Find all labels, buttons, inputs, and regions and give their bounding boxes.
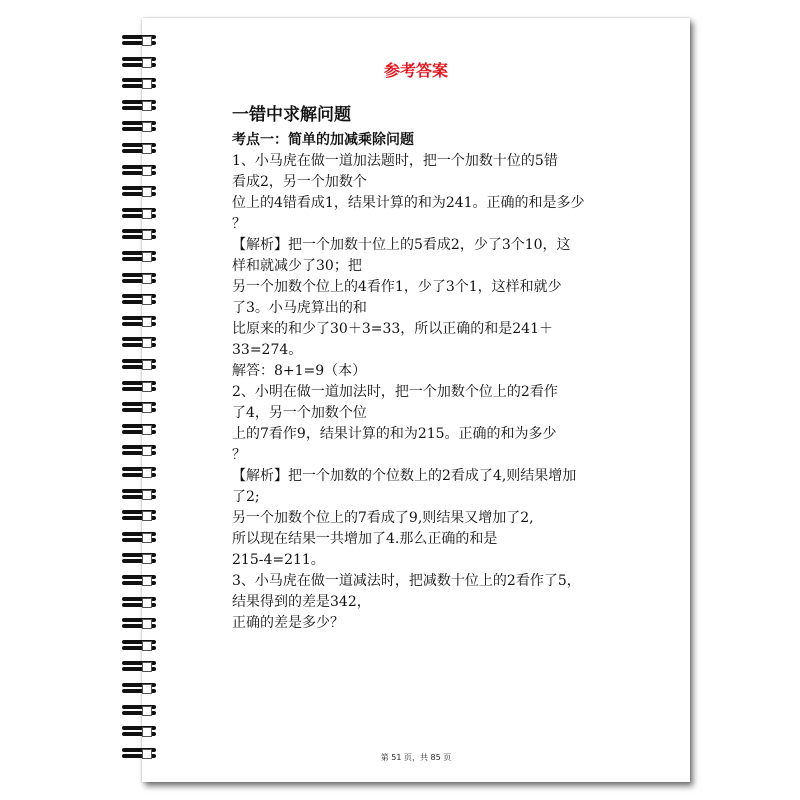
- text-line: 位上的4错看成1，结果计算的和为241。正确的和是多少: [232, 195, 585, 211]
- text-line: 另一个加数个位上的4看作1，少了3个1，这样和就少: [232, 279, 562, 295]
- spiral-coil: [118, 164, 162, 178]
- text-line: 33=274。: [232, 342, 303, 358]
- punch-hole: [142, 338, 152, 348]
- punch-hole: [142, 619, 152, 629]
- text-line: 看成2，另一个加数个: [232, 174, 367, 190]
- spiral-coil: [118, 574, 162, 588]
- punch-hole: [142, 101, 152, 111]
- text-line: 解答：8+1=9（本）: [232, 363, 367, 379]
- spiral-coil: [118, 552, 162, 566]
- spiral-coil: [118, 747, 162, 761]
- spiral-coil: [118, 120, 162, 134]
- text-line: 另一个加数个位上的7看成了9,则结果又增加了2,: [232, 510, 534, 526]
- spiral-coil: [118, 34, 162, 48]
- punch-hole: [142, 533, 152, 543]
- punch-hole: [142, 274, 152, 284]
- spiral-coil: [118, 207, 162, 221]
- spiral-coil: [118, 682, 162, 696]
- text-line: 了4，另一个加数个位: [232, 405, 367, 421]
- text-line: 上的7看作9，结果计算的和为215。正确的和为多少: [232, 426, 557, 442]
- text-line: 了2;: [232, 489, 260, 505]
- spiral-binding: [118, 34, 162, 774]
- punch-hole: [142, 554, 152, 564]
- punch-hole: [142, 706, 152, 716]
- spiral-coil: [118, 531, 162, 545]
- punch-hole: [142, 187, 152, 197]
- spiral-coil: [118, 380, 162, 394]
- spiral-coil: [118, 293, 162, 307]
- text-line: 3、小马虎在做一道减法时，把减数十位上的2看作了5，: [232, 573, 581, 589]
- punch-hole: [142, 598, 152, 608]
- text-lines: [232, 151, 652, 634]
- spiral-coil: [118, 185, 162, 199]
- spiral-coil: [118, 250, 162, 264]
- text-line: ？: [232, 216, 246, 232]
- punch-hole: [142, 641, 152, 651]
- spiral-coil: [118, 358, 162, 372]
- punch-hole: [142, 684, 152, 694]
- text-line: 215-4=211。: [232, 552, 325, 568]
- punch-hole: [142, 727, 152, 737]
- spiral-coil: [118, 336, 162, 350]
- punch-hole: [142, 490, 152, 500]
- punch-hole: [142, 749, 152, 759]
- spiral-coil: [118, 444, 162, 458]
- spiral-coil: [118, 315, 162, 329]
- punch-hole: [142, 576, 152, 586]
- text-line: 结果得到的差是342，: [232, 594, 371, 610]
- spiral-coil: [118, 725, 162, 739]
- punch-hole: [142, 230, 152, 240]
- spiral-coil: [118, 509, 162, 523]
- text-line: 【解析】把一个加数的个位数上的2看成了4,则结果增加: [232, 468, 577, 484]
- spiral-coil: [118, 99, 162, 113]
- page-footer: 第 51 页，共 85 页: [380, 753, 452, 762]
- punch-hole: [142, 36, 152, 46]
- document-body: [232, 102, 652, 634]
- page-title: 参考答案: [383, 61, 448, 80]
- spiral-coil: [118, 488, 162, 502]
- spiral-coil: [118, 272, 162, 286]
- spiral-coil: [118, 617, 162, 631]
- text-line: 所以现在结果一共增加了4.那么正确的和是: [232, 531, 498, 547]
- text-line: 比原来的和少了30＋3=33，所以正确的和是241＋: [232, 321, 553, 337]
- text-line: 2、小明在做一道加法时，把一个加数个位上的2看作: [232, 384, 558, 400]
- subhead: 考点一：简单的加减乘除问题: [232, 132, 414, 148]
- punch-hole: [142, 317, 152, 327]
- spiral-coil: [118, 77, 162, 91]
- spiral-coil: [118, 142, 162, 156]
- spiral-coil: [118, 660, 162, 674]
- text-line: ？: [232, 447, 246, 463]
- spiral-coil: [118, 596, 162, 610]
- section-title: 一错中求解问题: [232, 105, 351, 125]
- punch-hole: [142, 58, 152, 68]
- punch-hole: [142, 295, 152, 305]
- spiral-coil: [118, 228, 162, 242]
- punch-hole: [142, 360, 152, 370]
- punch-hole: [142, 468, 152, 478]
- text-line: 了3。小马虎算出的和: [232, 300, 367, 316]
- spiral-coil: [118, 466, 162, 480]
- punch-hole: [142, 511, 152, 521]
- punch-hole: [142, 144, 152, 154]
- punch-hole: [142, 446, 152, 456]
- spiral-coil: [118, 704, 162, 718]
- punch-hole: [142, 403, 152, 413]
- spiral-coil: [118, 401, 162, 415]
- spiral-coil: [118, 423, 162, 437]
- punch-hole: [142, 382, 152, 392]
- text-line: 正确的差是多少？: [232, 615, 344, 631]
- punch-hole: [142, 425, 152, 435]
- text-line: 【解析】把一个加数十位上的5看成2，少了3个10，这: [232, 237, 571, 253]
- punch-hole: [142, 166, 152, 176]
- spiral-coil: [118, 56, 162, 70]
- punch-hole: [142, 252, 152, 262]
- notebook-page: [142, 18, 690, 782]
- spiral-coil: [118, 639, 162, 653]
- text-line: 1、小马虎在做一道加法题时，把一个加数十位的5错: [232, 153, 558, 169]
- punch-hole: [142, 662, 152, 672]
- text-line: 样和就减少了30；把: [232, 258, 362, 274]
- punch-hole: [142, 79, 152, 89]
- punch-hole: [142, 209, 152, 219]
- punch-hole: [142, 122, 152, 132]
